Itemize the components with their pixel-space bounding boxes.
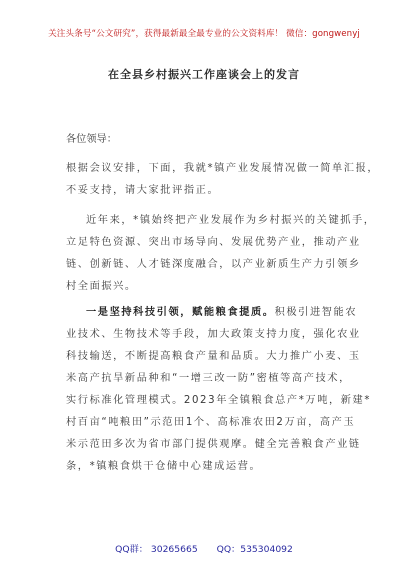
page-title: 在全县乡村振兴工作座谈会上的发言 <box>108 68 300 81</box>
paragraph-line: 条，*镇粮食烘干仓储中心建成运营。 <box>66 461 262 472</box>
paragraph-line: 不妥支持，请大家批评指正。 <box>66 185 220 196</box>
point-heading: 一是坚持科技引领，赋能粮食提质。 <box>86 307 275 318</box>
paragraph-line: 业技术、生物技术等手段，加大政策支持力度，强化农业 <box>66 329 361 340</box>
paragraph-line: 近年来，*镇始终把产业发展作为乡村振兴的关键抓手， <box>86 215 376 226</box>
paragraph-point-one <box>66 302 372 478</box>
paragraph-line: 米示范田多次为省市部门提供观摩。健全完善粮食产业链 <box>66 439 361 450</box>
paragraph-line: 链、创新链、人才链深度融合，以产业新质生产力引领乡 <box>66 259 361 270</box>
footer-qq-group: QQ群： 30265665 <box>115 544 198 555</box>
paragraph-line: 村百亩“吨粮田”示范田1个、高标准农田2万亩，高产玉 <box>66 417 356 428</box>
salutation: 各位领导： <box>66 134 117 145</box>
paragraph-line: 科技输送，不断提高粮食产量和品质。大力推广小麦、玉 <box>66 351 361 362</box>
paragraph-line: 实行标准化管理模式。2023年全镇粮食总产*万吨，新建* <box>66 395 372 406</box>
footer-qq: QQ：535304092 <box>216 544 293 555</box>
paragraph-overview <box>66 210 376 298</box>
paragraph-line-text: 积极引进智能农 <box>274 307 358 318</box>
header-promo-note: 关注头条号“公文研究”，获得最新最全最专业的公文资料库！ 微信：gongwenyj <box>48 29 360 39</box>
paragraph-line: 米高产抗旱新品种和“一增三改一防”密植等高产技术， <box>66 373 351 384</box>
footer-contact <box>0 541 408 555</box>
paragraph-first-line <box>66 302 356 324</box>
paragraph-line: 根据会议安排，下面，我就*镇产业发展情况做一简单汇报， <box>66 163 380 174</box>
paragraph-line: 村全面振兴。 <box>66 281 137 292</box>
paragraph-line: 立足特色资源、突出市场导向、发展优势产业，推动产业 <box>66 237 361 248</box>
paragraph-intro <box>66 158 380 202</box>
